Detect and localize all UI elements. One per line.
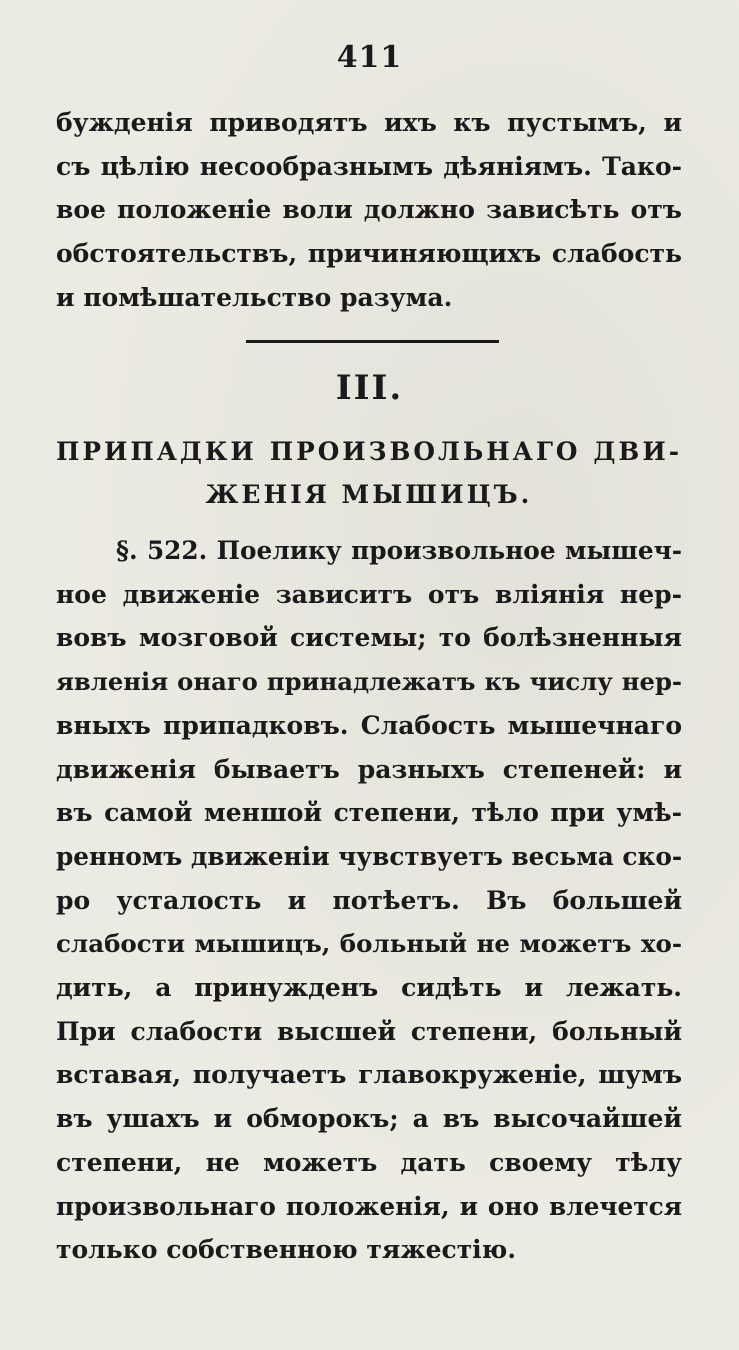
text-line: При слабости высшей степени, больный [56, 1016, 682, 1046]
text-line: движенія бываетъ разныхъ степеней: и [56, 754, 682, 784]
text-line: вныхъ припадковъ. Слабость мышечнаго [56, 710, 682, 740]
text-line: въ самой меншой степени, тѣло при умѣ- [56, 798, 682, 828]
text-line: слабости мышицъ, больный не можетъ хо- [56, 929, 682, 959]
text-line: ное движеніе зависитъ отъ вліянія нер- [56, 579, 682, 609]
heading-line: ПРИПАДКИ ПРОИЗВОЛЬНАГО ДВИ- [56, 437, 682, 466]
intro-paragraph [56, 101, 682, 320]
text-line: §. 522. Поелику произвольное мышеч- [116, 536, 682, 565]
text-line: вставая, получаетъ главокруженіе, шумъ [56, 1060, 682, 1090]
text-line: вовъ мозговой системы; то болѣзненныя [56, 623, 682, 653]
text-line: въ ушахъ и обморокъ; а въ высочайшей [56, 1104, 682, 1134]
text-line: и помѣшательство разума. [56, 282, 453, 312]
heading-line: ЖЕНІЯ МЫШИЦЪ. [205, 480, 533, 509]
body-paragraph [56, 529, 682, 1272]
text-line: обстоятельствъ, причиняющихъ слабость [56, 239, 682, 269]
text-line: произвольнаго положенія, и оно влечется [56, 1191, 682, 1221]
text-line: ро усталость и потѣетъ. Въ большей [56, 885, 682, 915]
section-heading [56, 430, 682, 516]
text-line: бужденія приводятъ ихъ къ пустымъ, и [56, 108, 682, 137]
section-number: III. [335, 368, 404, 408]
section-divider [246, 340, 499, 343]
text-line: ренномъ движеніи чувствуетъ весьма ско- [56, 841, 683, 871]
text-line: съ цѣлію несообразнымъ дѣяніямъ. Тако- [56, 151, 682, 181]
text-line: степени, не можетъ дать своему тѣлу [56, 1147, 682, 1177]
text-line: вое положеніе воли должно зависѣть отъ [56, 195, 682, 225]
page-number: 411 [336, 40, 403, 75]
text-line: явленія онаго принадлежатъ къ числу нер- [56, 667, 682, 697]
text-line: дить, а принужденъ сидѣть и лежать. [56, 973, 682, 1003]
text-line: только собственною тяжестію. [56, 1235, 517, 1265]
